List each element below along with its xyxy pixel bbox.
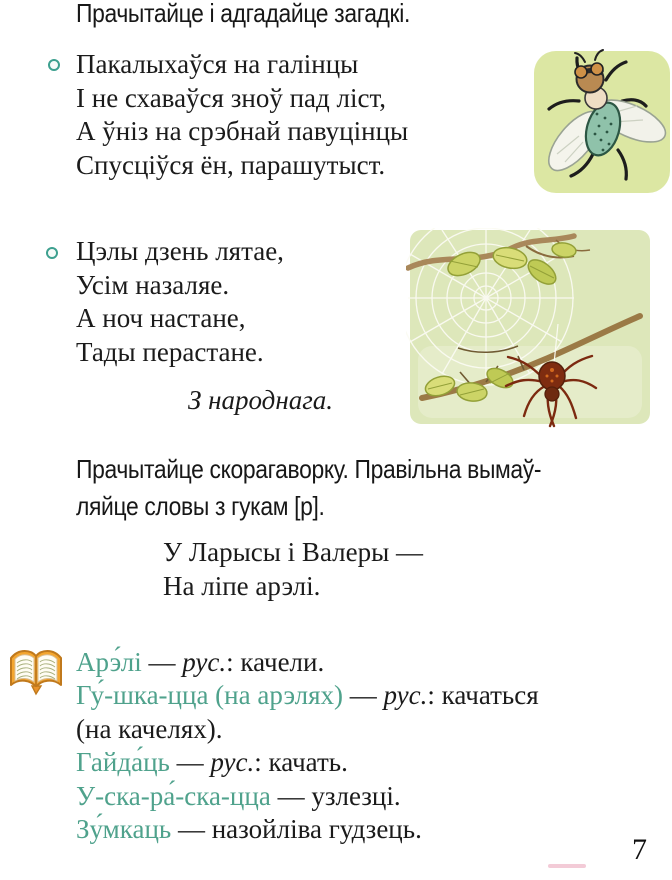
- dictionary-entry-continuation: [76, 713, 656, 746]
- riddle-line: Цэлы дзень лятае,: [76, 236, 284, 266]
- page-number: 7: [632, 833, 647, 866]
- dictionary-entry: [76, 746, 656, 779]
- riddle-line: Спусціўся ён, парашутыст.: [76, 149, 386, 180]
- dash: —: [343, 680, 384, 711]
- dictionary-entry: [76, 646, 656, 679]
- definition: назойліва гудзець.: [211, 814, 422, 845]
- task-instruction-1: Прачытайце і адгадайце загадкі.: [76, 0, 410, 28]
- riddle-line: Тады перастане.: [76, 336, 264, 367]
- dash: —: [141, 647, 183, 677]
- fly-illustration: [533, 48, 672, 197]
- dictionary-entry: [76, 679, 656, 712]
- task-instruction-2: [76, 451, 639, 525]
- dash: —: [169, 747, 211, 778]
- dictionary-term: У-ска-ра́-ска-цца: [76, 780, 271, 811]
- dictionary-term: Гайда́ць: [76, 747, 170, 778]
- dictionary-term: Гу́-шка-цца (на арэлях): [76, 680, 343, 711]
- dash: —: [171, 814, 212, 845]
- decorative-dash: [548, 864, 586, 868]
- riddle-line: Пакалыхаўся на галінцы: [76, 49, 359, 79]
- riddle-1: [76, 48, 408, 182]
- riddle-line: А ноч настане,: [76, 303, 246, 333]
- instruction-line: ляйце словы з гукам [р].: [76, 491, 325, 521]
- lang-label: рус.: [383, 680, 428, 711]
- definition: узлезці.: [311, 780, 401, 811]
- riddle-line: А ўніз на срэбнай павуцінцы: [76, 116, 409, 146]
- tongue-twister: [163, 535, 423, 603]
- tongue-twister-line: На ліпе арэлі.: [163, 571, 321, 601]
- definition: : качать.: [254, 747, 348, 778]
- dash: —: [270, 780, 312, 811]
- riddle-line: Усім назаляе.: [76, 269, 230, 300]
- dictionary-entry: [76, 813, 656, 846]
- ring-bullet-icon: [46, 247, 58, 259]
- dictionary-term: Арэ́лі: [76, 647, 142, 677]
- definition: (на качелях).: [76, 713, 223, 744]
- definition: : качели.: [226, 647, 325, 677]
- dictionary-section: [76, 646, 656, 846]
- spider-web-illustration: [406, 228, 660, 435]
- lang-label: рус.: [210, 747, 255, 778]
- lang-label: рус.: [182, 647, 227, 677]
- dictionary-entry: [76, 780, 656, 813]
- riddle-line: І не схаваўся зноў пад ліст,: [76, 82, 386, 113]
- dictionary-term: Зу́мкаць: [76, 814, 172, 845]
- riddle-attribution: З народнага.: [188, 385, 333, 415]
- instruction-line: Прачытайце скорагаворку. Правільна вымаў-: [76, 454, 542, 484]
- definition: : качаться: [427, 680, 539, 711]
- open-book-icon: [8, 645, 66, 701]
- riddle-2: [76, 235, 284, 369]
- ring-bullet-icon: [48, 59, 60, 71]
- tongue-twister-line: У Ларысы і Валеры —: [163, 537, 424, 567]
